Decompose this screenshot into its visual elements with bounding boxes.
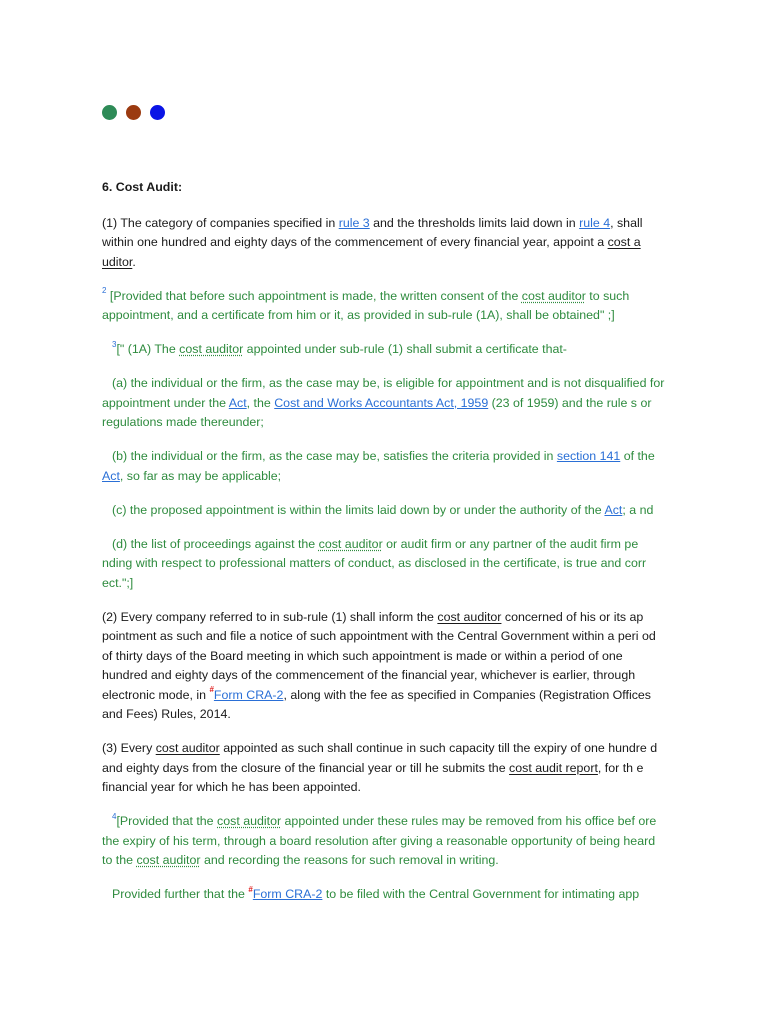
- form-cra-2-link[interactable]: Form CRA-2: [213, 687, 284, 702]
- text: and the thresholds limits laid down in: [369, 215, 580, 230]
- brown-dot: [126, 105, 141, 120]
- hash-marker: #: [248, 884, 253, 894]
- cost-auditor-term[interactable]: cost auditor: [217, 814, 282, 828]
- text: (c) the proposed appointment is within the limits laid down by or under the authority of the: [112, 502, 605, 517]
- hash-marker: #: [209, 685, 214, 695]
- clause-b: [102, 447, 668, 486]
- text: (23 of 1959) and the rule s or regulations made thereunder;: [102, 395, 652, 429]
- text: and recording the reasons for such removal in writing.: [200, 853, 499, 867]
- text: (b) the individual or the firm, as the case may be, satisfies the criteria provided in: [112, 449, 557, 463]
- text: [Provided that the: [116, 814, 218, 828]
- text: appointed under sub-rule (1) shall submit a certificate that-: [243, 342, 567, 356]
- green-dot: [102, 105, 117, 120]
- text: (2) Every company referred to in sub-rule (1) shall inform the: [102, 609, 438, 624]
- sub-rule-1: [102, 214, 668, 273]
- section-141-link[interactable]: section 141: [556, 449, 621, 463]
- clause-a: [102, 374, 668, 433]
- sub-rule-3: [102, 739, 668, 798]
- cwa-act-link[interactable]: Cost and Works Accountants Act, 1959: [274, 395, 489, 410]
- text: , the: [246, 395, 275, 410]
- proviso-removal: [102, 812, 668, 871]
- text: (1) The category of companies specified in: [102, 215, 339, 230]
- cost-auditor-term[interactable]: cost a uditor: [102, 235, 641, 269]
- footnote-4[interactable]: 4: [112, 811, 117, 821]
- cost-auditor-term[interactable]: cost auditor: [521, 288, 586, 303]
- clause-c: [102, 501, 668, 521]
- text: , so far as may be applicable;: [119, 468, 282, 483]
- text: appointed under these rules may be removed from his office bef ore the expiry of his term, through a board resolution after giving a reasonable opportunity of being heard to the: [102, 814, 657, 867]
- text: [" (1A) The: [116, 342, 180, 356]
- cost-audit-report-term[interactable]: cost audit report: [509, 760, 598, 775]
- act-link[interactable]: Act: [102, 468, 120, 483]
- act-link[interactable]: Act: [228, 395, 247, 410]
- section-heading: 6. Cost Audit:: [102, 180, 183, 194]
- text: appointed as such shall continue in such capacity till the expiry of one hundre d and eighty days from the closure of the financial year or till he submits the: [102, 741, 658, 775]
- footnote-3[interactable]: 3: [112, 339, 117, 349]
- form-cra-2-link[interactable]: Form CRA-2: [252, 887, 323, 901]
- rule-4-link[interactable]: rule 4: [579, 215, 611, 230]
- text: to such appointment, and a certificate from him or it, as provided in sub-rule (1A), shall be obtained" ;]: [102, 288, 630, 322]
- text: of the: [620, 449, 655, 463]
- text: (3) Every: [102, 741, 156, 755]
- clause-d: [102, 535, 668, 594]
- text: to be filed with the Central Government for intimating app: [322, 887, 640, 901]
- text: or audit firm or any partner of the audit firm pe nding with respect to professional matters of conduct, as disclosed in the certificate, is true and corr ect.";]: [102, 536, 647, 590]
- proviso-further: [102, 885, 668, 905]
- cost-auditor-term[interactable]: cost auditor: [318, 536, 383, 551]
- text: , for th e financial year for which he has been appointed.: [102, 760, 644, 794]
- text: (a) the individual or the firm, as the case may be, is eligible for appointment and is not disqualified for appointment under the: [102, 376, 665, 410]
- text: , along with the fee as specified in Companies (Registration Offices and Fees) Rules, 2014.: [102, 687, 651, 721]
- text: (d) the list of proceedings against the: [112, 536, 319, 551]
- window-dots: [102, 105, 165, 120]
- text: .: [132, 254, 136, 269]
- cost-auditor-term[interactable]: cost auditor: [437, 609, 502, 624]
- text: Provided further that the: [112, 887, 249, 901]
- sub-rule-1a: [102, 340, 668, 360]
- act-link[interactable]: Act: [604, 502, 623, 517]
- text: , shall within one hundred and eighty days of the commencement of every financial year, appoint a: [102, 215, 643, 249]
- text: [Provided that before such appointment is made, the written consent of the: [106, 288, 522, 303]
- sub-rule-2: [102, 608, 668, 725]
- cost-auditor-term[interactable]: cost auditor: [155, 741, 220, 755]
- proviso-consent: [102, 287, 668, 326]
- rule-3-link[interactable]: rule 3: [338, 215, 370, 230]
- footnote-2[interactable]: 2: [102, 286, 107, 296]
- document-content: [102, 178, 668, 919]
- cost-auditor-term[interactable]: cost auditor: [179, 342, 244, 356]
- text: concerned of his or its ap pointment as such and file a notice of such appointment with the Central Government within a peri od of thirty days of the Board meeting in which such appointment is made or within a period of one hundred and eighty days of the commencement of the financial year, whichever is earlier, through electronic mode, in: [102, 609, 656, 702]
- cost-auditor-term[interactable]: cost auditor: [136, 853, 201, 867]
- text: ; a nd: [622, 502, 654, 517]
- blue-dot: [150, 105, 165, 120]
